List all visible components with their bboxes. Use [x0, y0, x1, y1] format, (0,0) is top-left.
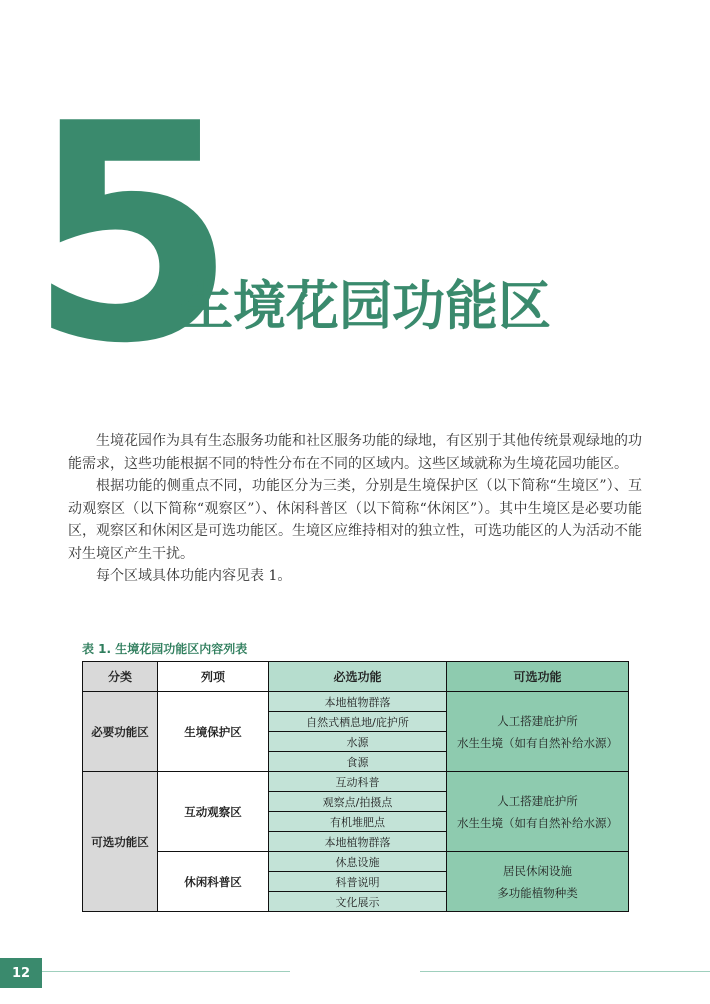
table-title: 表 1. 生境花园功能区内容列表	[82, 642, 248, 656]
category-cell: 必要功能区	[83, 692, 158, 772]
required-cell: 自然式栖息地/庇护所	[269, 712, 447, 732]
optional-line: 水生生境（如有自然补给水源）	[457, 735, 618, 750]
paragraph: 每个区域具体功能内容见表 1。	[96, 568, 292, 584]
item-cell: 休闲科普区	[158, 852, 269, 912]
optional-line: 人工搭建庇护所	[497, 713, 578, 728]
optional-line: 多功能植物种类	[497, 885, 578, 900]
table-row	[83, 692, 629, 712]
required-cell: 休息设施	[269, 852, 447, 872]
required-cell: 观察点/拍摄点	[269, 792, 447, 812]
required-cell: 有机堆肥点	[269, 812, 447, 832]
page-number: 12	[0, 958, 42, 988]
table-row	[83, 772, 629, 792]
required-cell: 本地植物群落	[269, 832, 447, 852]
item-cell: 生境保护区	[158, 692, 269, 772]
paragraph: 根据功能的侧重点不同，功能区分为三类，分别是生境保护区（以下简称“生境区”）、互动观察区（以下简称“观察区”）、休闲科普区（以下简称“休闲区”）。其中生境区是必要功能区，观察区和休闲区是可选功能区。生境区应维持相对的独立性，可选功能区的人为活动不能对生境区产生干扰。	[68, 478, 642, 562]
optional-line: 居民休闲设施	[503, 863, 572, 878]
required-cell: 本地植物群落	[269, 692, 447, 712]
optional-cell	[447, 772, 629, 852]
optional-cell	[447, 692, 629, 772]
required-cell: 水源	[269, 732, 447, 752]
function-zone-table	[82, 661, 629, 912]
table-header-row	[83, 662, 629, 692]
item-cell: 互动观察区	[158, 772, 269, 852]
optional-cell	[447, 852, 629, 912]
body-text	[68, 430, 642, 588]
required-cell: 互动科普	[269, 772, 447, 792]
chapter-title: 生境花园功能区	[180, 276, 551, 337]
required-cell: 食源	[269, 752, 447, 772]
header-required: 必选功能	[269, 662, 447, 692]
table-row	[83, 852, 629, 872]
optional-line: 水生生境（如有自然补给水源）	[457, 815, 618, 830]
footer-rule-left	[42, 971, 290, 972]
optional-line: 人工搭建庇护所	[497, 793, 578, 808]
header-item: 列项	[158, 662, 269, 692]
footer-rule-right	[420, 971, 710, 972]
category-cell: 可选功能区	[83, 772, 158, 912]
paragraph: 生境花园作为具有生态服务功能和社区服务功能的绿地，有区别于其他传统景观绿地的功能需求，这些功能根据不同的特性分布在不同的区域内。这些区域就称为生境花园功能区。	[68, 433, 642, 472]
chapter-number: 5	[28, 60, 227, 409]
required-cell: 文化展示	[269, 892, 447, 912]
required-cell: 科普说明	[269, 872, 447, 892]
header-optional: 可选功能	[447, 662, 629, 692]
header-category: 分类	[83, 662, 158, 692]
